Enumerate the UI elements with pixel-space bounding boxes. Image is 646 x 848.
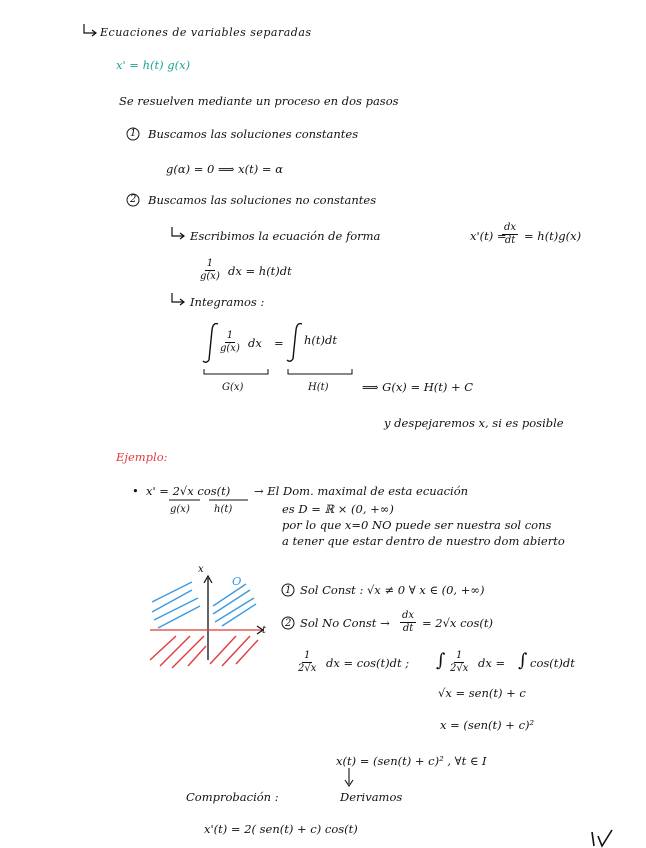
ex-sep-int-fraction	[448, 650, 470, 675]
write-fraction	[502, 222, 518, 247]
sol-noconst-number: 2	[285, 618, 292, 629]
step1-title: Buscamos las soluciones constantes	[148, 127, 359, 141]
example-g-label: g(x)	[170, 504, 190, 515]
ex-sep-mid: dx = cos(t)dt ;	[326, 656, 410, 670]
int-lhs-fraction	[218, 330, 242, 355]
final-solution: x(t) = (sen(t) + c)² , ∀t ∈ I	[336, 754, 487, 768]
sol-noconst-frac-den: dt	[402, 623, 414, 634]
main-equation: x' = h(t) g(x)	[116, 58, 191, 72]
sol-noconst-frac-num: dx	[402, 610, 415, 621]
ex-sep-fraction	[296, 650, 318, 675]
ex-sep-int-den: 2√x	[450, 663, 469, 674]
ex-sep-int-dx: dx =	[478, 656, 506, 670]
G-label: G(x)	[222, 382, 244, 393]
int-equals: =	[274, 336, 284, 350]
underbrace-h	[288, 369, 352, 374]
int-rhs: h(t)dt	[304, 333, 337, 347]
sep-frac-num: 1	[206, 258, 214, 269]
derivative: x'(t) = 2( sen(t) + c) cos(t)	[204, 822, 358, 836]
note-line-1: por lo que x=0 NO puede ser nuestra sol cons	[282, 518, 552, 532]
ex-sep-int-rhs: cos(t)dt	[530, 656, 575, 670]
step1-formula: g(α) = 0 ⟹ x(t) = α	[166, 162, 283, 176]
example-equation: x' = 2√x cos(t)	[146, 484, 231, 498]
integrate-arrow-icon	[172, 293, 184, 305]
x-result: x = (sen(t) + c)²	[440, 718, 535, 732]
domain-text: es D = ℝ × (0, +∞)	[282, 502, 394, 516]
page-title: Ecuaciones de variables separadas	[100, 26, 312, 39]
sol-noconst-rhs: = 2√x cos(t)	[422, 616, 493, 630]
write-text: Escribimos la ecuación de forma	[190, 229, 381, 243]
down-arrow-icon	[345, 768, 353, 786]
sol-noconst-lhs: Sol No Const →	[300, 616, 390, 630]
write-formula-lhs: x'(t) =	[470, 229, 507, 243]
H-label: H(t)	[308, 382, 329, 393]
example-bullet: •	[132, 484, 139, 498]
domain-arrow-text: → El Dom. maximal de esta ecuación	[254, 484, 469, 498]
integration-result: ⟹ G(x) = H(t) + C	[362, 380, 474, 394]
solve-text: y despejaremos x, si es posible	[384, 416, 564, 430]
int-lhs-num: 1	[226, 330, 234, 341]
checkmark-icon	[592, 830, 612, 846]
integrate-text: Integramos :	[190, 295, 265, 309]
sol-noconst-fraction	[400, 610, 416, 635]
integral-sign-icon	[203, 324, 218, 363]
title-arrow-icon	[84, 24, 96, 36]
ex-integral-sign-2-icon: ∫	[518, 650, 528, 671]
step2-number: 2	[130, 194, 137, 205]
write-frac-num: dx	[504, 222, 517, 233]
int-lhs-dx: dx	[248, 336, 262, 350]
write-frac-den: dt	[504, 235, 516, 246]
step1-number: 1	[130, 128, 137, 139]
example-h-label: h(t)	[214, 504, 233, 515]
ex-integral-sign-icon: ∫	[436, 650, 446, 671]
intro-text: Se resuelven mediante un proceso en dos pasos	[119, 94, 399, 108]
step2-title: Buscamos las soluciones no constantes	[148, 193, 377, 207]
ex-sep-frac-num: 1	[304, 650, 311, 661]
example-heading: Ejemplo:	[116, 450, 168, 464]
write-arrow-icon	[172, 227, 184, 239]
note-line-2: a tener que estar dentro de nuestro dom abierto	[282, 534, 565, 548]
write-formula-rhs: = h(t)g(x)	[524, 229, 582, 243]
sol-const-number: 1	[285, 585, 292, 596]
sqrt-result: √x = sen(t) + c	[438, 686, 526, 700]
sol-const: Sol Const : √x ≠ 0 ∀ x ∈ (0, +∞)	[300, 583, 485, 597]
derive-label: Derivamos	[340, 790, 403, 804]
ex-sep-int-num: 1	[456, 650, 463, 661]
int-lhs-den: g(x)	[220, 343, 240, 354]
graph-axis-x-label: x	[198, 564, 204, 575]
ex-sep-frac-den: 2√x	[298, 663, 317, 674]
integral-sign-icon	[287, 324, 302, 362]
sep-rhs: dx = h(t)dt	[228, 264, 292, 278]
sep-frac-den: g(x)	[200, 271, 220, 282]
graph-blue-hatch	[152, 582, 256, 628]
graph-red-hatch	[150, 636, 258, 668]
underbrace-g	[204, 369, 268, 374]
sep-fraction	[198, 258, 222, 283]
graph-axis-t-label: t	[262, 625, 267, 636]
check-label: Comprobación :	[186, 790, 279, 804]
graph-mark: O	[232, 574, 242, 588]
